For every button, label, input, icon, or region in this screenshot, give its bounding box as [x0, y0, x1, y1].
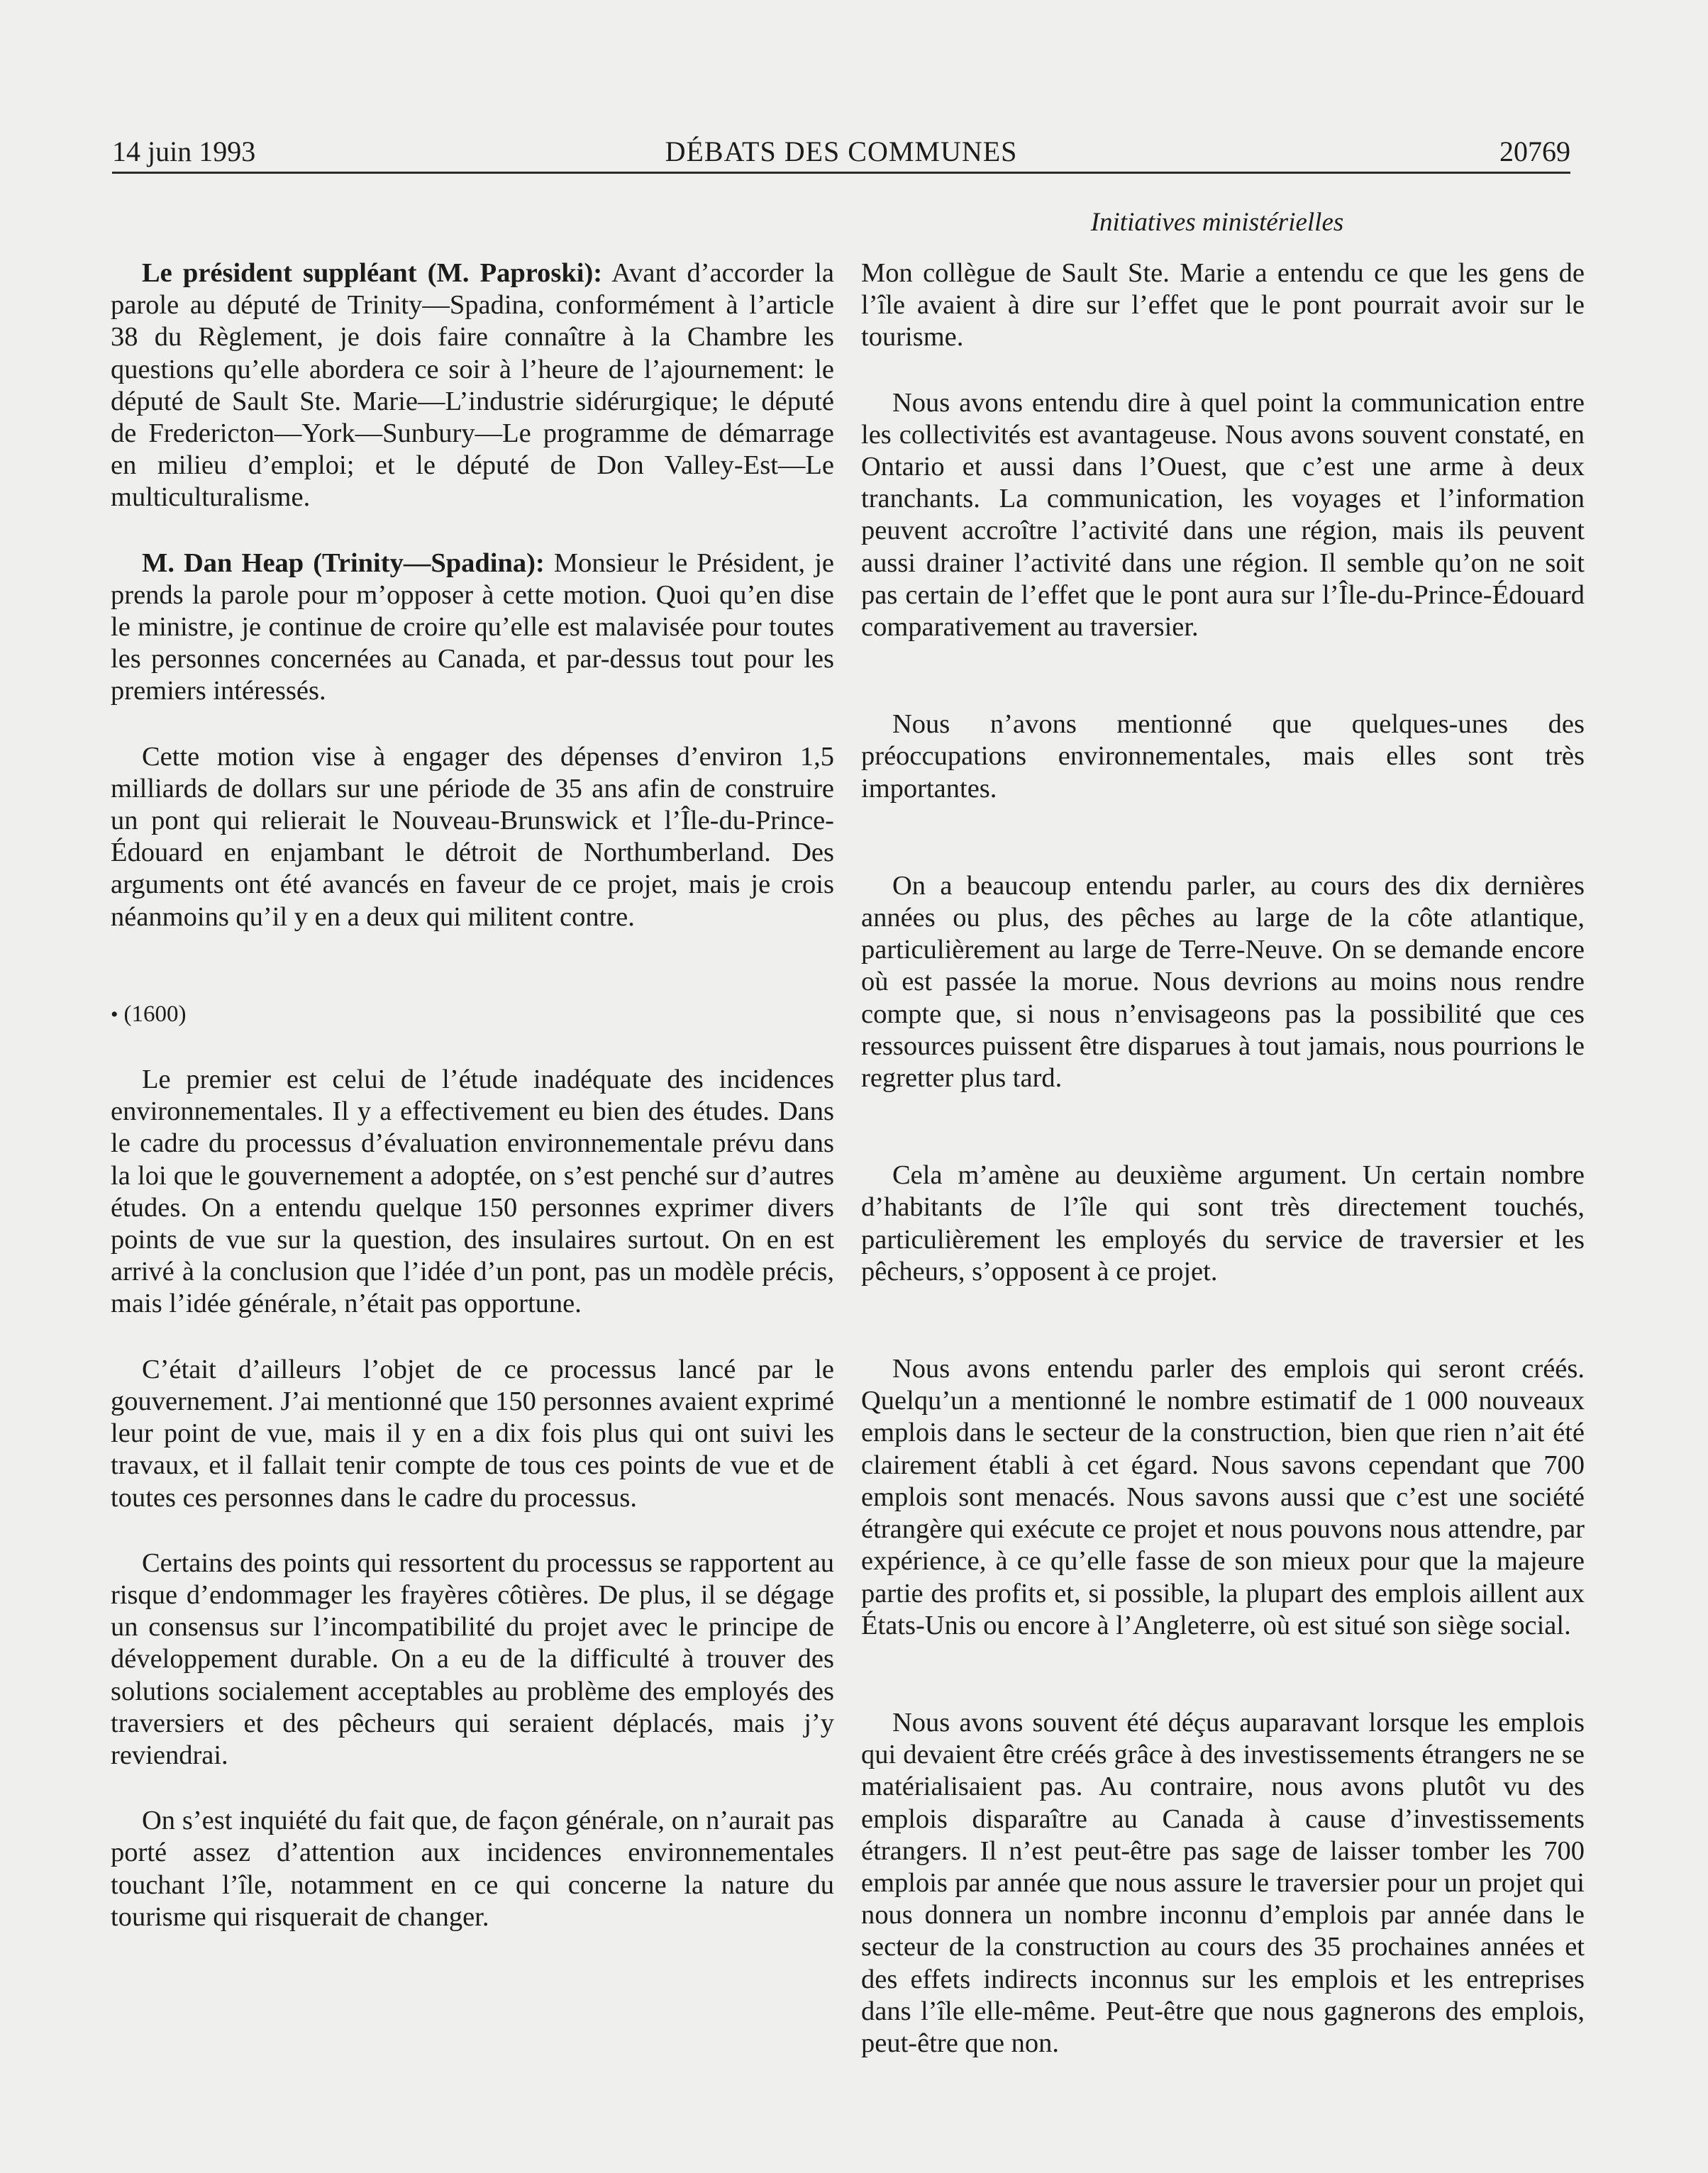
- section-title: Initiatives ministérielles: [1090, 208, 1344, 237]
- speaker-name: Le président suppléant (M. Paproski):: [142, 258, 603, 288]
- paragraph: On a beaucoup entendu parler, au cours des dix dernières années ou plus, des pêches au large de la côte atlantique, particulièrement au large de Terre-Neuve. On se demande encore où est passée la morue. Nous devrions au moins nous rendre compte que, si nous n’envisageons pas la possibilité que ces ressources puissent être disparues à tout jamais, nous pourrions le regretter plus tard.: [861, 870, 1585, 1094]
- speaker-name: M. Dan Heap (Trinity—Spadina):: [142, 548, 545, 578]
- header-date: 14 juin 1993: [112, 135, 256, 167]
- paragraph: [111, 548, 834, 708]
- paragraph: Nous avons entendu dire à quel point la communication entre les collectivités est avantageuse. Nous avons souvent constaté, en Ontario et aussi dans l’Ouest, que c’est une arme à deux tranchants. La communication, les voyages et l’information peuvent accroître l’activité dans une région, mais ils peuvent aussi drainer l’activité dans une région. Il semble qu’on ne soit pas certain de l’effet que le pont aura sur l’Île-du-Prince-Édouard comparativement au traversier.: [861, 387, 1585, 643]
- paragraph: Certains des points qui ressortent du processus se rapportent au risque d’endommager les frayères côtières. De plus, il se dégage un consensus sur l’incompatibilité du projet avec le principe de développement durable. On a eu de la difficulté à trouver des solutions socialement acceptables au problème des employés des traversiers et des pêcheurs qui seraient déplacés, mais j’y reviendrai.: [111, 1547, 834, 1770]
- paragraph: Cette motion vise à engager des dépenses d’environ 1,5 milliards de dollars sur une période de 35 ans afin de construire un pont qui relierait le Nouveau-Brunswick et l’Île-du-Prince-Édouard en enjambant le détroit de Northumberland. Des arguments ont été avancés en faveur de ce projet, mais je crois néanmoins qu’il y en a deux qui militent contre.: [111, 741, 834, 932]
- paragraph-text: Monsieur le Président, je prends la parole pour m’opposer à cette motion. Quoi qu’en dise le ministre, je continue de croire qu’elle est malavisée pour toutes les personnes concernées au Canada, et par-dessus tout pour les premiers intéressés.: [111, 548, 834, 706]
- paragraph: C’était d’ailleurs l’objet de ce processus lancé par le gouvernement. J’ai mentionné que 150 personnes avaient exprimé leur point de vue, mais il y en a dix fois plus qui ont suivi les travaux, et il fallait tenir compte de tous ces points de vue et de toutes ces personnes dans le cadre du processus.: [111, 1354, 834, 1513]
- paragraph: Cela m’amène au deuxième argument. Un certain nombre d’habitants de l’île qui sont très directement touchés, particulièrement les employés du service de traversier et les pêcheurs, s’opposent à ce projet.: [861, 1160, 1585, 1286]
- paragraph: On s’est inquiété du fait que, de façon générale, on n’aurait pas porté assez d’attention aux incidences environnementales touchant l’île, notamment en ce qui concerne la nature du tourisme qui risquerait de changer.: [111, 1806, 834, 1932]
- page-number: 20769: [1499, 135, 1570, 167]
- page-header: [112, 132, 1570, 174]
- paragraph: Nous avons entendu parler des emplois qui seront créés. Quelqu’un a mentionné le nombre estimatif de 1 000 nouveaux emplois dans le secteur de la construction, bien que rien n’ait été clairement établi à cet égard. Nous savons cependant que 700 emplois sont menacés. Nous savons aussi que c’est une société étrangère qui exécute ce projet et nous pouvons nous attendre, par expérience, à ce qu’elle fasse de son mieux pour que la majeure partie des profits et, si possible, la plupart des emplois aillent aux États-Unis ou encore à l’Angleterre, où est situé son siège social.: [861, 1354, 1585, 1640]
- paragraph: Le premier est celui de l’étude inadéquate des incidences environnementales. Il y a effectivement eu bien des études. Dans le cadre du processus d’évaluation environnementale prévu dans la loi que le gouvernement a adoptée, on s’est penché sur d’autres études. On a entendu quelque 150 personnes exprimer divers points de vue sur la question, des insulaires surtout. On en est arrivé à la conclusion que l’idée d’un pont, pas un modèle précis, mais l’idée générale, n’était pas opportune.: [111, 1065, 834, 1319]
- paragraph: [111, 257, 834, 514]
- paragraph: Nous avons souvent été déçus auparavant lorsque les emplois qui devaient être créés grâce à des investissements étrangers ne se matérialisaient pas. Au contraire, nous avons plutôt vu des emplois disparaître au Canada à cause d’investissements étrangers. Il n’est peut-être pas sage de laisser tomber les 700 emplois par année que nous assure le traversier pour un projet qui nous donnera un nombre inconnu d’emplois par année dans le secteur de la construction au cours des 35 prochaines années et des effets indirects inconnus sur les emplois et les entreprises dans l’île elle-même. Peut-être que nous gagnerons des emplois, peut-être que non.: [861, 1707, 1585, 2058]
- left-column: [111, 257, 834, 1933]
- paragraph: Nous n’avons mentionné que quelques-unes des préoccupations environnementales, mais elles sont très importantes.: [861, 709, 1585, 804]
- paragraph-text: Avant d’accorder la parole au député de Trinity—Spadina, conformément à l’article 38 du Règlement, je dois faire connaître à la Chambre les questions qu’elle abordera ce soir à l’heure de l’ajournement: le député de Sault Ste. Marie—L’industrie sidérurgique; le député de Fredericton—York—Sunbury—Le programme de démarrage en milieu d’emploi; et le député de Don Valley-Est—Le multiculturalisme.: [111, 258, 834, 513]
- paragraph: Mon collègue de Sault Ste. Marie a entendu ce que les gens de l’île avaient à dire sur l’effet que le pont pourrait avoir sur le tourisme.: [861, 258, 1585, 352]
- header-title: DÉBATS DES COMMUNES: [665, 135, 1018, 167]
- time-label: (1600): [123, 1001, 187, 1027]
- time-marker: [111, 999, 834, 1030]
- right-column: [861, 257, 1585, 2060]
- bullet-icon: •: [111, 1002, 118, 1026]
